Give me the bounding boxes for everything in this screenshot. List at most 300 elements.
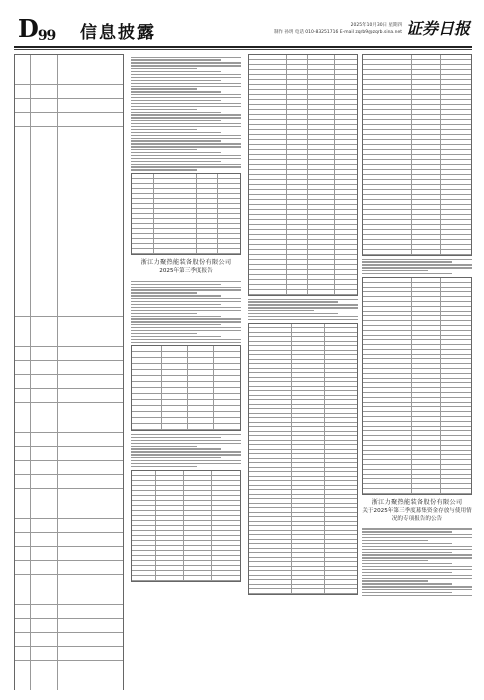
table-cell bbox=[325, 387, 357, 391]
table-cell bbox=[325, 513, 357, 517]
table-cell bbox=[249, 337, 292, 341]
table-cell bbox=[249, 468, 292, 472]
table-cell bbox=[412, 292, 441, 296]
table-cell bbox=[212, 496, 240, 500]
table-cell bbox=[197, 174, 219, 178]
text-line bbox=[362, 589, 472, 590]
text-line bbox=[131, 466, 197, 467]
table-cell bbox=[249, 567, 292, 571]
table-cell bbox=[363, 100, 412, 104]
table-cell bbox=[308, 60, 335, 64]
table-cell bbox=[441, 105, 471, 109]
table-cell bbox=[287, 195, 309, 199]
table-cell bbox=[287, 165, 309, 169]
table-cell bbox=[363, 307, 412, 311]
table-cell bbox=[363, 190, 412, 194]
table-cell bbox=[132, 496, 156, 500]
table-cell bbox=[249, 220, 287, 224]
table-cell bbox=[184, 516, 212, 520]
table-cell bbox=[132, 511, 156, 515]
table-cell bbox=[335, 280, 357, 284]
table-cell bbox=[363, 292, 412, 296]
table-cell bbox=[249, 414, 292, 418]
table-cell bbox=[132, 491, 156, 495]
table-cell bbox=[15, 633, 31, 646]
table-cell bbox=[249, 436, 292, 440]
table-cell bbox=[441, 65, 471, 69]
text-line bbox=[131, 463, 241, 464]
table-cell bbox=[308, 70, 335, 74]
table-cell bbox=[15, 605, 31, 618]
table-cell bbox=[412, 110, 441, 114]
table-cell bbox=[249, 260, 287, 264]
table-cell bbox=[412, 65, 441, 69]
table-cell bbox=[412, 105, 441, 109]
table-cell bbox=[287, 140, 309, 144]
table-cell bbox=[156, 566, 184, 570]
table-row bbox=[15, 433, 123, 447]
table-cell bbox=[15, 661, 31, 690]
table-cell bbox=[441, 350, 471, 354]
table-cell bbox=[184, 551, 212, 555]
text-line bbox=[131, 457, 221, 458]
table-cell bbox=[132, 174, 154, 178]
table-cell bbox=[218, 184, 240, 188]
table-cell bbox=[441, 292, 471, 296]
table-cell bbox=[218, 179, 240, 183]
table-cell bbox=[15, 547, 31, 560]
table-row bbox=[363, 250, 471, 255]
table-cell bbox=[335, 185, 357, 189]
table-cell bbox=[308, 185, 335, 189]
table-cell bbox=[363, 105, 412, 109]
text-line bbox=[248, 313, 338, 314]
table-cell bbox=[249, 472, 292, 476]
table-cell bbox=[412, 297, 441, 301]
table-cell bbox=[363, 150, 412, 154]
table-cell bbox=[412, 240, 441, 244]
table-cell bbox=[132, 412, 162, 417]
table-cell bbox=[412, 331, 441, 335]
text-line bbox=[362, 586, 472, 587]
text-line bbox=[131, 112, 221, 113]
table-cell bbox=[325, 571, 357, 575]
table-cell bbox=[249, 499, 292, 503]
text-line bbox=[131, 310, 241, 311]
table-cell bbox=[335, 220, 357, 224]
table-cell bbox=[412, 302, 441, 306]
table-cell bbox=[325, 391, 357, 395]
text-line bbox=[131, 65, 241, 66]
table-row bbox=[15, 547, 123, 561]
table-cell bbox=[441, 125, 471, 129]
table-cell bbox=[412, 345, 441, 349]
table-cell bbox=[132, 239, 154, 243]
table-cell bbox=[249, 526, 292, 530]
table-cell bbox=[325, 517, 357, 521]
table-cell bbox=[249, 571, 292, 575]
table-cell bbox=[292, 490, 324, 494]
table-cell bbox=[162, 424, 188, 429]
table-cell bbox=[441, 446, 471, 450]
table-cell bbox=[132, 214, 154, 218]
table-cell bbox=[184, 566, 212, 570]
table-cell bbox=[58, 647, 123, 660]
table-cell bbox=[287, 185, 309, 189]
table-cell bbox=[412, 140, 441, 144]
table-cell bbox=[363, 215, 412, 219]
table-cell bbox=[335, 250, 357, 254]
table-cell bbox=[363, 80, 412, 84]
table-cell bbox=[308, 80, 335, 84]
q3-report-title: 2025年第三季度报告 bbox=[159, 268, 213, 275]
table-cell bbox=[325, 549, 357, 553]
table-cell bbox=[441, 312, 471, 316]
table-cell bbox=[325, 567, 357, 571]
table-cell bbox=[249, 373, 292, 377]
table-cell bbox=[325, 346, 357, 350]
table-cell bbox=[325, 486, 357, 490]
table-cell bbox=[154, 204, 197, 208]
table-cell bbox=[31, 661, 58, 690]
table-cell bbox=[441, 230, 471, 234]
table-cell bbox=[287, 55, 309, 59]
table-cell bbox=[335, 195, 357, 199]
column-4-table-b bbox=[362, 277, 472, 495]
table-cell bbox=[287, 150, 309, 154]
text-line bbox=[131, 57, 241, 58]
table-cell bbox=[412, 135, 441, 139]
table-cell bbox=[212, 486, 240, 490]
text-line bbox=[131, 109, 197, 110]
table-cell bbox=[363, 312, 412, 316]
table-cell bbox=[292, 436, 324, 440]
table-cell bbox=[363, 393, 412, 397]
table-cell bbox=[292, 540, 324, 544]
table-cell bbox=[441, 345, 471, 349]
table-cell bbox=[363, 125, 412, 129]
table-cell bbox=[132, 249, 154, 253]
table-cell bbox=[412, 245, 441, 249]
table-cell bbox=[287, 70, 309, 74]
table-cell bbox=[292, 499, 324, 503]
table-cell bbox=[287, 250, 309, 254]
table-cell bbox=[249, 250, 287, 254]
table-cell bbox=[441, 388, 471, 392]
table-cell bbox=[412, 75, 441, 79]
table-cell bbox=[15, 489, 31, 518]
table-cell bbox=[162, 388, 188, 393]
table-cell bbox=[31, 519, 58, 532]
table-cell bbox=[132, 189, 154, 193]
table-cell bbox=[31, 575, 58, 604]
table-row bbox=[15, 113, 123, 127]
table-cell bbox=[335, 170, 357, 174]
table-cell bbox=[249, 170, 287, 174]
table-cell bbox=[441, 245, 471, 249]
table-cell bbox=[249, 125, 287, 129]
table-cell bbox=[335, 175, 357, 179]
table-cell bbox=[292, 481, 324, 485]
table-cell bbox=[31, 113, 58, 126]
text-line bbox=[362, 569, 472, 570]
table-cell bbox=[31, 619, 58, 632]
table-cell bbox=[15, 619, 31, 632]
table-cell bbox=[335, 190, 357, 194]
table-cell bbox=[335, 230, 357, 234]
table-cell bbox=[197, 249, 219, 253]
table-cell bbox=[412, 316, 441, 320]
table-cell bbox=[156, 521, 184, 525]
table-cell bbox=[325, 445, 357, 449]
table-cell bbox=[335, 150, 357, 154]
table-cell bbox=[132, 199, 154, 203]
table-cell bbox=[325, 450, 357, 454]
table-row bbox=[132, 424, 240, 430]
table-cell bbox=[412, 484, 441, 488]
table-cell bbox=[15, 55, 31, 84]
table-cell bbox=[287, 115, 309, 119]
table-cell bbox=[325, 576, 357, 580]
table-cell bbox=[363, 364, 412, 368]
table-cell bbox=[287, 270, 309, 274]
table-cell bbox=[197, 239, 219, 243]
table-cell bbox=[441, 297, 471, 301]
table-cell bbox=[412, 195, 441, 199]
table-cell bbox=[292, 351, 324, 355]
table-row bbox=[15, 605, 123, 619]
table-cell bbox=[308, 205, 335, 209]
table-cell bbox=[249, 481, 292, 485]
table-cell bbox=[218, 224, 240, 228]
table-cell bbox=[214, 406, 240, 411]
table-cell bbox=[15, 389, 31, 402]
table-cell bbox=[412, 180, 441, 184]
table-cell bbox=[218, 239, 240, 243]
text-line bbox=[362, 595, 472, 596]
table-cell bbox=[363, 220, 412, 224]
table-cell bbox=[412, 422, 441, 426]
fund-notice-heading bbox=[362, 495, 472, 526]
table-cell bbox=[132, 571, 156, 575]
table-cell bbox=[212, 556, 240, 560]
table-cell bbox=[188, 418, 214, 423]
table-cell bbox=[325, 468, 357, 472]
column-2-table-c bbox=[131, 470, 241, 582]
table-cell bbox=[15, 433, 31, 446]
table-cell bbox=[308, 285, 335, 289]
table-cell bbox=[335, 160, 357, 164]
table-cell bbox=[363, 130, 412, 134]
table-row bbox=[15, 99, 123, 113]
table-cell bbox=[441, 355, 471, 359]
table-cell bbox=[363, 479, 412, 483]
text-line bbox=[362, 552, 452, 553]
text-line bbox=[131, 106, 241, 107]
table-cell bbox=[31, 433, 58, 446]
table-cell bbox=[308, 90, 335, 94]
text-line bbox=[362, 540, 428, 541]
table-cell bbox=[308, 115, 335, 119]
table-cell bbox=[249, 155, 287, 159]
text-line bbox=[131, 281, 241, 282]
table-cell bbox=[287, 180, 309, 184]
table-cell bbox=[441, 441, 471, 445]
table-cell bbox=[308, 195, 335, 199]
table-cell bbox=[15, 447, 31, 460]
table-cell bbox=[249, 110, 287, 114]
table-cell bbox=[58, 519, 123, 532]
table-cell bbox=[212, 576, 240, 580]
table-cell bbox=[292, 405, 324, 409]
masthead-rule-thin bbox=[14, 49, 472, 50]
text-line bbox=[131, 135, 241, 136]
text-line bbox=[131, 117, 241, 118]
table-cell bbox=[154, 234, 197, 238]
table-cell bbox=[214, 400, 240, 405]
text-line bbox=[131, 316, 221, 317]
table-cell bbox=[292, 589, 324, 593]
table-cell bbox=[292, 324, 324, 328]
table-cell bbox=[441, 130, 471, 134]
table-cell bbox=[441, 460, 471, 464]
table-cell bbox=[249, 190, 287, 194]
table-cell bbox=[249, 580, 292, 584]
table-cell bbox=[441, 135, 471, 139]
table-cell bbox=[287, 90, 309, 94]
table-cell bbox=[214, 352, 240, 357]
text-line bbox=[131, 77, 241, 78]
table-cell bbox=[249, 589, 292, 593]
table-cell bbox=[58, 575, 123, 604]
table-cell bbox=[249, 328, 292, 332]
table-cell bbox=[132, 576, 156, 580]
table-cell bbox=[308, 65, 335, 69]
table-cell bbox=[132, 394, 162, 399]
table-cell bbox=[412, 364, 441, 368]
text-line bbox=[131, 318, 241, 319]
table-cell bbox=[363, 170, 412, 174]
table-cell bbox=[249, 351, 292, 355]
table-cell bbox=[441, 55, 471, 59]
table-cell bbox=[212, 511, 240, 515]
table-cell bbox=[325, 589, 357, 593]
table-cell bbox=[335, 235, 357, 239]
fund-notice-company: 浙江力聚热能装备股份有限公司 bbox=[371, 498, 463, 506]
table-cell bbox=[249, 454, 292, 458]
table-cell bbox=[412, 350, 441, 354]
table-cell bbox=[335, 245, 357, 249]
table-cell bbox=[363, 120, 412, 124]
table-cell bbox=[287, 275, 309, 279]
text-line bbox=[131, 307, 241, 308]
masthead bbox=[14, 12, 472, 46]
table-cell bbox=[249, 450, 292, 454]
table-cell bbox=[184, 571, 212, 575]
table-cell bbox=[363, 383, 412, 387]
table-cell bbox=[412, 165, 441, 169]
table-cell bbox=[412, 436, 441, 440]
table-cell bbox=[249, 135, 287, 139]
masthead-rule bbox=[14, 46, 472, 48]
table-cell bbox=[212, 471, 240, 475]
table-cell bbox=[292, 454, 324, 458]
table-cell bbox=[249, 522, 292, 526]
table-cell bbox=[154, 229, 197, 233]
table-cell bbox=[363, 412, 412, 416]
table-cell bbox=[197, 244, 219, 248]
table-cell bbox=[441, 412, 471, 416]
table-cell bbox=[249, 513, 292, 517]
text-line bbox=[362, 566, 472, 567]
table-cell bbox=[287, 160, 309, 164]
table-row bbox=[15, 403, 123, 433]
table-cell bbox=[412, 80, 441, 84]
table-cell bbox=[156, 526, 184, 530]
table-cell bbox=[249, 490, 292, 494]
table-cell bbox=[249, 245, 287, 249]
table-cell bbox=[335, 90, 357, 94]
table-cell bbox=[249, 504, 292, 508]
text-line bbox=[131, 342, 241, 343]
table-cell bbox=[184, 561, 212, 565]
table-cell bbox=[325, 364, 357, 368]
table-cell bbox=[363, 331, 412, 335]
table-cell bbox=[335, 285, 357, 289]
table-cell bbox=[363, 345, 412, 349]
text-line bbox=[131, 100, 221, 101]
table-row bbox=[363, 489, 471, 494]
table-cell bbox=[441, 110, 471, 114]
table-cell bbox=[292, 418, 324, 422]
table-cell bbox=[412, 326, 441, 330]
table-cell bbox=[335, 135, 357, 139]
table-cell bbox=[363, 455, 412, 459]
table-cell bbox=[335, 140, 357, 144]
table-cell bbox=[363, 417, 412, 421]
column-4-table-a bbox=[362, 54, 472, 256]
table-cell bbox=[292, 585, 324, 589]
q3-report-company: 浙江力聚热能装备股份有限公司 bbox=[140, 259, 232, 267]
table-cell bbox=[335, 165, 357, 169]
table-cell bbox=[31, 389, 58, 402]
text-line bbox=[131, 114, 241, 115]
table-row bbox=[15, 647, 123, 661]
table-cell bbox=[335, 85, 357, 89]
table-cell bbox=[249, 531, 292, 535]
table-cell bbox=[412, 412, 441, 416]
table-cell bbox=[58, 433, 123, 446]
text-line bbox=[131, 446, 197, 447]
table-cell bbox=[363, 245, 412, 249]
table-cell bbox=[162, 364, 188, 369]
column-2 bbox=[131, 54, 241, 690]
table-cell bbox=[441, 403, 471, 407]
table-cell bbox=[218, 234, 240, 238]
table-cell bbox=[292, 432, 324, 436]
table-cell bbox=[325, 585, 357, 589]
table-cell bbox=[308, 275, 335, 279]
table-row bbox=[15, 533, 123, 547]
table-cell bbox=[441, 190, 471, 194]
table-cell bbox=[308, 130, 335, 134]
table-cell bbox=[441, 195, 471, 199]
table-cell bbox=[197, 189, 219, 193]
table-cell bbox=[218, 219, 240, 223]
table-cell bbox=[335, 260, 357, 264]
table-cell bbox=[412, 427, 441, 431]
table-cell bbox=[249, 369, 292, 373]
